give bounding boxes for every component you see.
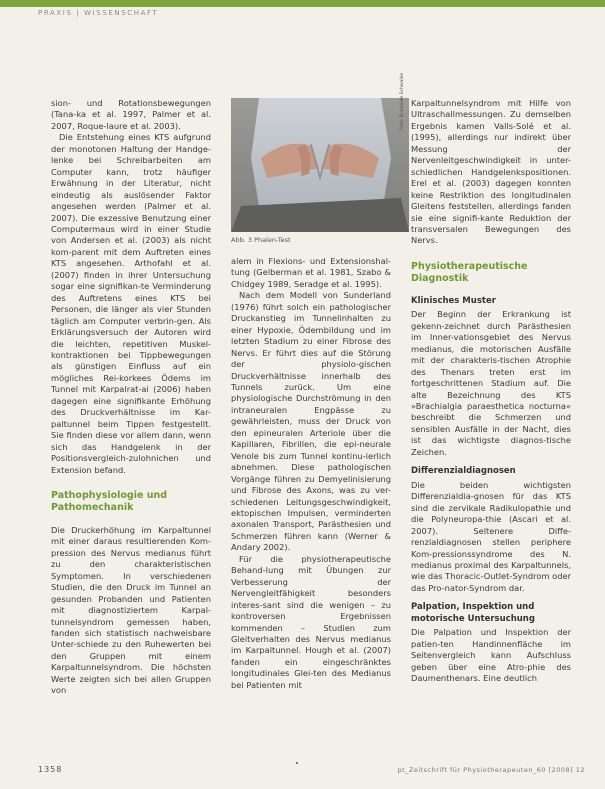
section-heading: Pathophysiologie und Pathomechanik [51, 489, 168, 514]
text-column-3 [411, 98, 571, 685]
paragraph: Die Entstehung eines KTS aufgrund der monotonen Haltung der Handge-lenke bei Schreibarbeiten am Computer kann, trotz häufiger Erwähnung in der Literatur, nicht eindeutig als auslösender Faktor angesehen werden (Palmer et al. 2007). Die exzessive Benutzung einer Computermaus wird in einer Studie von Andersen et al. (2003) als nicht kom-parent mit dem Auftreten eines KTS angesehen. Arthofahl et al. (2007) finden in ihrer Untersuchung sogar eine signifikan-te Verminderung des Auftretens eines KTS bei Personen, die länger als vier Stunden täglich am Computer verbrin-gen. Als Erklärungsversuch der Autoren wird die leichten, repetitiven Muskel-kontraktionen bei Tippbewegungen als günstigen Einfluss auf ein mögliches Rei-korkees Ödems im Tunnel mit Karpalrat-ai (2006) haben dagegen eine signifikante Erhöhung des Druckverhältnisse im Kar-paltunnel beim Tippen festgestellt. Sie finden diese vor allem dann, wenn sich das Handgelenk in der Positionsvergleich-zulohnichen und Extension befand. [51, 132, 211, 475]
paragraph: alem in Flexions- und Extensionshal-tung (Gelberman et al. 1981, Szabo & Chidgey 1989, Seradge et al. 1995). [231, 256, 391, 289]
text-column-1 [51, 98, 211, 697]
page-dot-mark [296, 762, 298, 764]
paragraph: sion- und Rotationsbewegungen (Tana-ka et al. 1997, Palmer et al. 2007, Roque-laure et al. 2003). [51, 98, 211, 131]
subsection-heading: Palpation, Inspektion und motorische Untersuchung [411, 602, 535, 624]
subsection-heading: Klinisches Muster [411, 295, 496, 306]
paragraph: Karpaltunnelsyndrom mit Hilfe von Ultraschallmessungen. Zu demselben Ergebnis kamen Valls-Solé et al. (1995), allerdings nur indirekt über Messung der Nervenleitgeschwindigkeit in unter-schiedlichen Handgelenkspositionen. Erel et al. (2003) dagegen konnten keine Restriktion des longitudinalen Gleitens feststellen, allerdings fanden sie eine signifi-kante Reduktion der transversalen Bewegungen des Nervs. [411, 98, 571, 246]
photo-illustration [231, 98, 409, 232]
text-column-2 [231, 256, 391, 691]
subsection-heading: Differenzialdiagnosen [411, 466, 516, 477]
figure-caption: Abb. 3 Phalen-Test [231, 236, 291, 244]
paragraph: Nach dem Modell von Sunderland (1976) führt solch ein pathologischer Druckanstieg im Tunnelinhalten zu einer Hypoxie, Ödembildung und im letzten Stadium zu einer Fibrose des Nervs. Er führt dies auf die Störung der physiolo-gischen Druckverhältnisse innerhalb des Tunnels zurück. Um eine physiologische Durchströmung in den intraneuralen Engpässe zu gewährleisten, muss der Druck von den epineuralen Arteriole über die Kapillaren, Fibrillen, die epi-neurale Venole bis zum Tunnel kontinu-ierlich abnehmen. Diese pathologischen Vorgänge führen zu Demyelinisierung und Fibrose des Axons, was zu ver-schiedenen Leitungsgeschwindigkeit, ektopischen Impulsen, verminderten axonalen Transport, Parästhesien und Schmerzen führen kann (Werner & Andary 2002). [231, 290, 391, 553]
paragraph: Die Palpation und Inspektion der patien-ten Handinnenfläche im Seitenvergleich kann Aufschluss geben über eine Atro-phie des Daumenthenars. Eine deutlich [411, 627, 571, 684]
paragraph: Für die physiotherapeutische Behand-lung mit Übungen zur Verbesserung der Nervengleitfähigkeit besonders interes-sant sind die wenigen – zu kontroversen Ergebnissen kommenden – Studien zum Gleitverhalten des Nervus medianus im Karpaltunnel. Hough et al. (2007) fanden ein eingeschränktes longitudinales Glei-ten des Medianus bei Patienten mit [231, 553, 391, 690]
paragraph: Die beiden wichtigsten Differenzialdia-gnosen für das KTS sind die zervikale Radikulopathie und die Polyneuropa-thie (Ascari et al. 2007). Seltenere Diffe-renzialdiagnosen stellen periphere Kom-pressionssyndrome des N. medianus proximal des Karpaltunnels, wie das Thoracic-Outlet-Syndrom oder das Pro-nator-Syndrom dar. [411, 479, 571, 593]
header-color-bar [0, 0, 605, 7]
photo-credit: Foto: Brunhilde Schwalbe [400, 72, 405, 130]
paragraph: Der Beginn der Erkrankung ist gekenn-zeichnet durch Parästhesien im Inner-vationsgebiet des Nervus medianus, die motorischen Ausfälle mit der charakteris-tischen Atrophie des Thenars treten erst im fortgeschrittenen Stadium auf. Die alte Bezeichnung des KTS »Brachialgia paraesthetica nocturna« beschreibt die Schmerzen und sensiblen Ausfälle in der Nacht, dies ist das wichtigste diagnos-tische Zeichen. [411, 309, 571, 457]
page-number: 1358 [38, 765, 63, 774]
journal-footer: pt_Zeitschrift für Physiotherapeuten_60 [2008] 12 [397, 766, 585, 774]
section-heading: Physiotherapeutische Diagnostik [411, 260, 528, 285]
phalen-test-photo [231, 98, 409, 232]
paragraph: Die Druckerhöhung im Karpaltunnel mit einer daraus resultierenden Kom-pression des Nervus medianus führt zu den charakteristischen Symptomen. In verschiedenen Studien, die den Druck im Tunnel an gesunden Probanden und Patienten mit diagnostiziertem Karpal-tunnelsyndrom gemessen haben, fanden sich statistisch nachweisbare Unter-schiede zu den Ruhewerten bei den Gruppen mit einem Karpaltunnelsyndrom. Die höchsten Werte zeigten sich bei allen Gruppen von [51, 524, 211, 696]
running-head: PRAXIS | WISSENSCHAFT [38, 9, 159, 17]
